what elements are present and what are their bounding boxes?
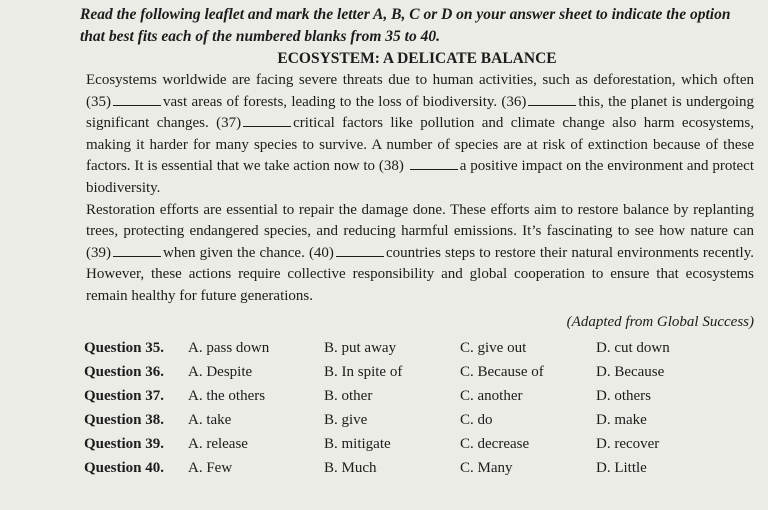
p1-sentence-3: this, the planet is undergoing significant changes. (37) (86, 93, 754, 132)
question-label: Question 36. (84, 363, 165, 380)
source-citation: (Adapted from Global Success) (566, 313, 754, 330)
instruction-text: Read the following leaflet and mark the letter A, B, C or D on your answer sheet to indicate the option that best fits each of the numbered blanks from 35 to 40. (80, 6, 731, 45)
blank-37 (243, 114, 291, 127)
option-a: A. pass down (188, 339, 270, 356)
option-c: C. Many (460, 459, 513, 476)
option-c: C. do (460, 411, 493, 428)
option-a: A. take (188, 411, 232, 428)
question-36 (84, 360, 754, 384)
blank-35 (113, 93, 161, 106)
p2-sentence-3: countries steps to restore their natural environments recently. However, these actions require collective responsibility and global cooperation to ensure that ecosystems remain healthy for future generations. (86, 244, 754, 304)
question-39 (84, 432, 754, 456)
option-b: B. Much (324, 459, 377, 476)
p2-sentence-2: when given the chance. (40) (163, 244, 334, 261)
blank-39 (113, 244, 161, 257)
option-a: A. Despite (188, 363, 253, 380)
p1-sentence-4: critical factors like pollution and climate change also harm ecosystems, making it harder for many species to survive. A number of species are at risk of extinction because of these factors. It is essential that we take action now to (38) (86, 115, 754, 175)
option-c: C. another (460, 387, 523, 404)
question-38 (84, 408, 754, 432)
option-b: B. mitigate (324, 435, 391, 452)
question-label: Question 40. (84, 459, 165, 476)
paragraph-2 (86, 200, 754, 308)
option-a: A. Few (188, 459, 233, 476)
question-35 (84, 336, 754, 360)
option-d: D. make (596, 411, 647, 428)
option-a: A. release (188, 435, 248, 452)
blank-40 (336, 244, 384, 257)
option-c: C. Because of (460, 363, 544, 380)
option-d: D. cut down (596, 339, 670, 356)
option-c: C. decrease (460, 435, 530, 452)
option-d: D. Little (596, 459, 647, 476)
p1-sentence-1: Ecosystems worldwide are facing severe threats due to human activities, such as deforestation, which often (35) (86, 72, 754, 110)
question-label: Question 39. (84, 435, 165, 452)
blank-36 (528, 93, 576, 106)
question-label: Question 38. (84, 411, 165, 428)
question-label: Question 37. (84, 387, 165, 404)
option-a: A. the others (188, 387, 266, 404)
blank-38 (410, 157, 458, 170)
p1-sentence-2: vast areas of forests, leading to the loss of biodiversity. (36) (163, 93, 527, 110)
option-c: C. give out (460, 339, 527, 356)
option-b: B. give (324, 411, 368, 428)
passage-title: ECOSYSTEM: A DELICATE BALANCE (277, 50, 557, 67)
option-b: B. put away (324, 339, 397, 356)
option-b: B. In spite of (324, 363, 403, 380)
question-list (84, 336, 754, 480)
question-label: Question 35. (84, 339, 165, 356)
p1-sentence-5: a positive impact on the environment and protect biodiversity. (86, 158, 754, 196)
paragraph-1 (86, 70, 754, 200)
option-d: D. Because (596, 363, 665, 380)
question-37 (84, 384, 754, 408)
option-d: D. recover (596, 435, 660, 452)
question-40 (84, 456, 754, 480)
p2-sentence-1: Restoration efforts are essential to repair the damage done. These efforts aim to restore balance by replanting trees, protecting endangered species, and reducing harmful emissions. It’s fascinating to see how nature can (39) (86, 201, 754, 261)
option-d: D. others (596, 387, 651, 404)
option-b: B. other (324, 387, 373, 404)
